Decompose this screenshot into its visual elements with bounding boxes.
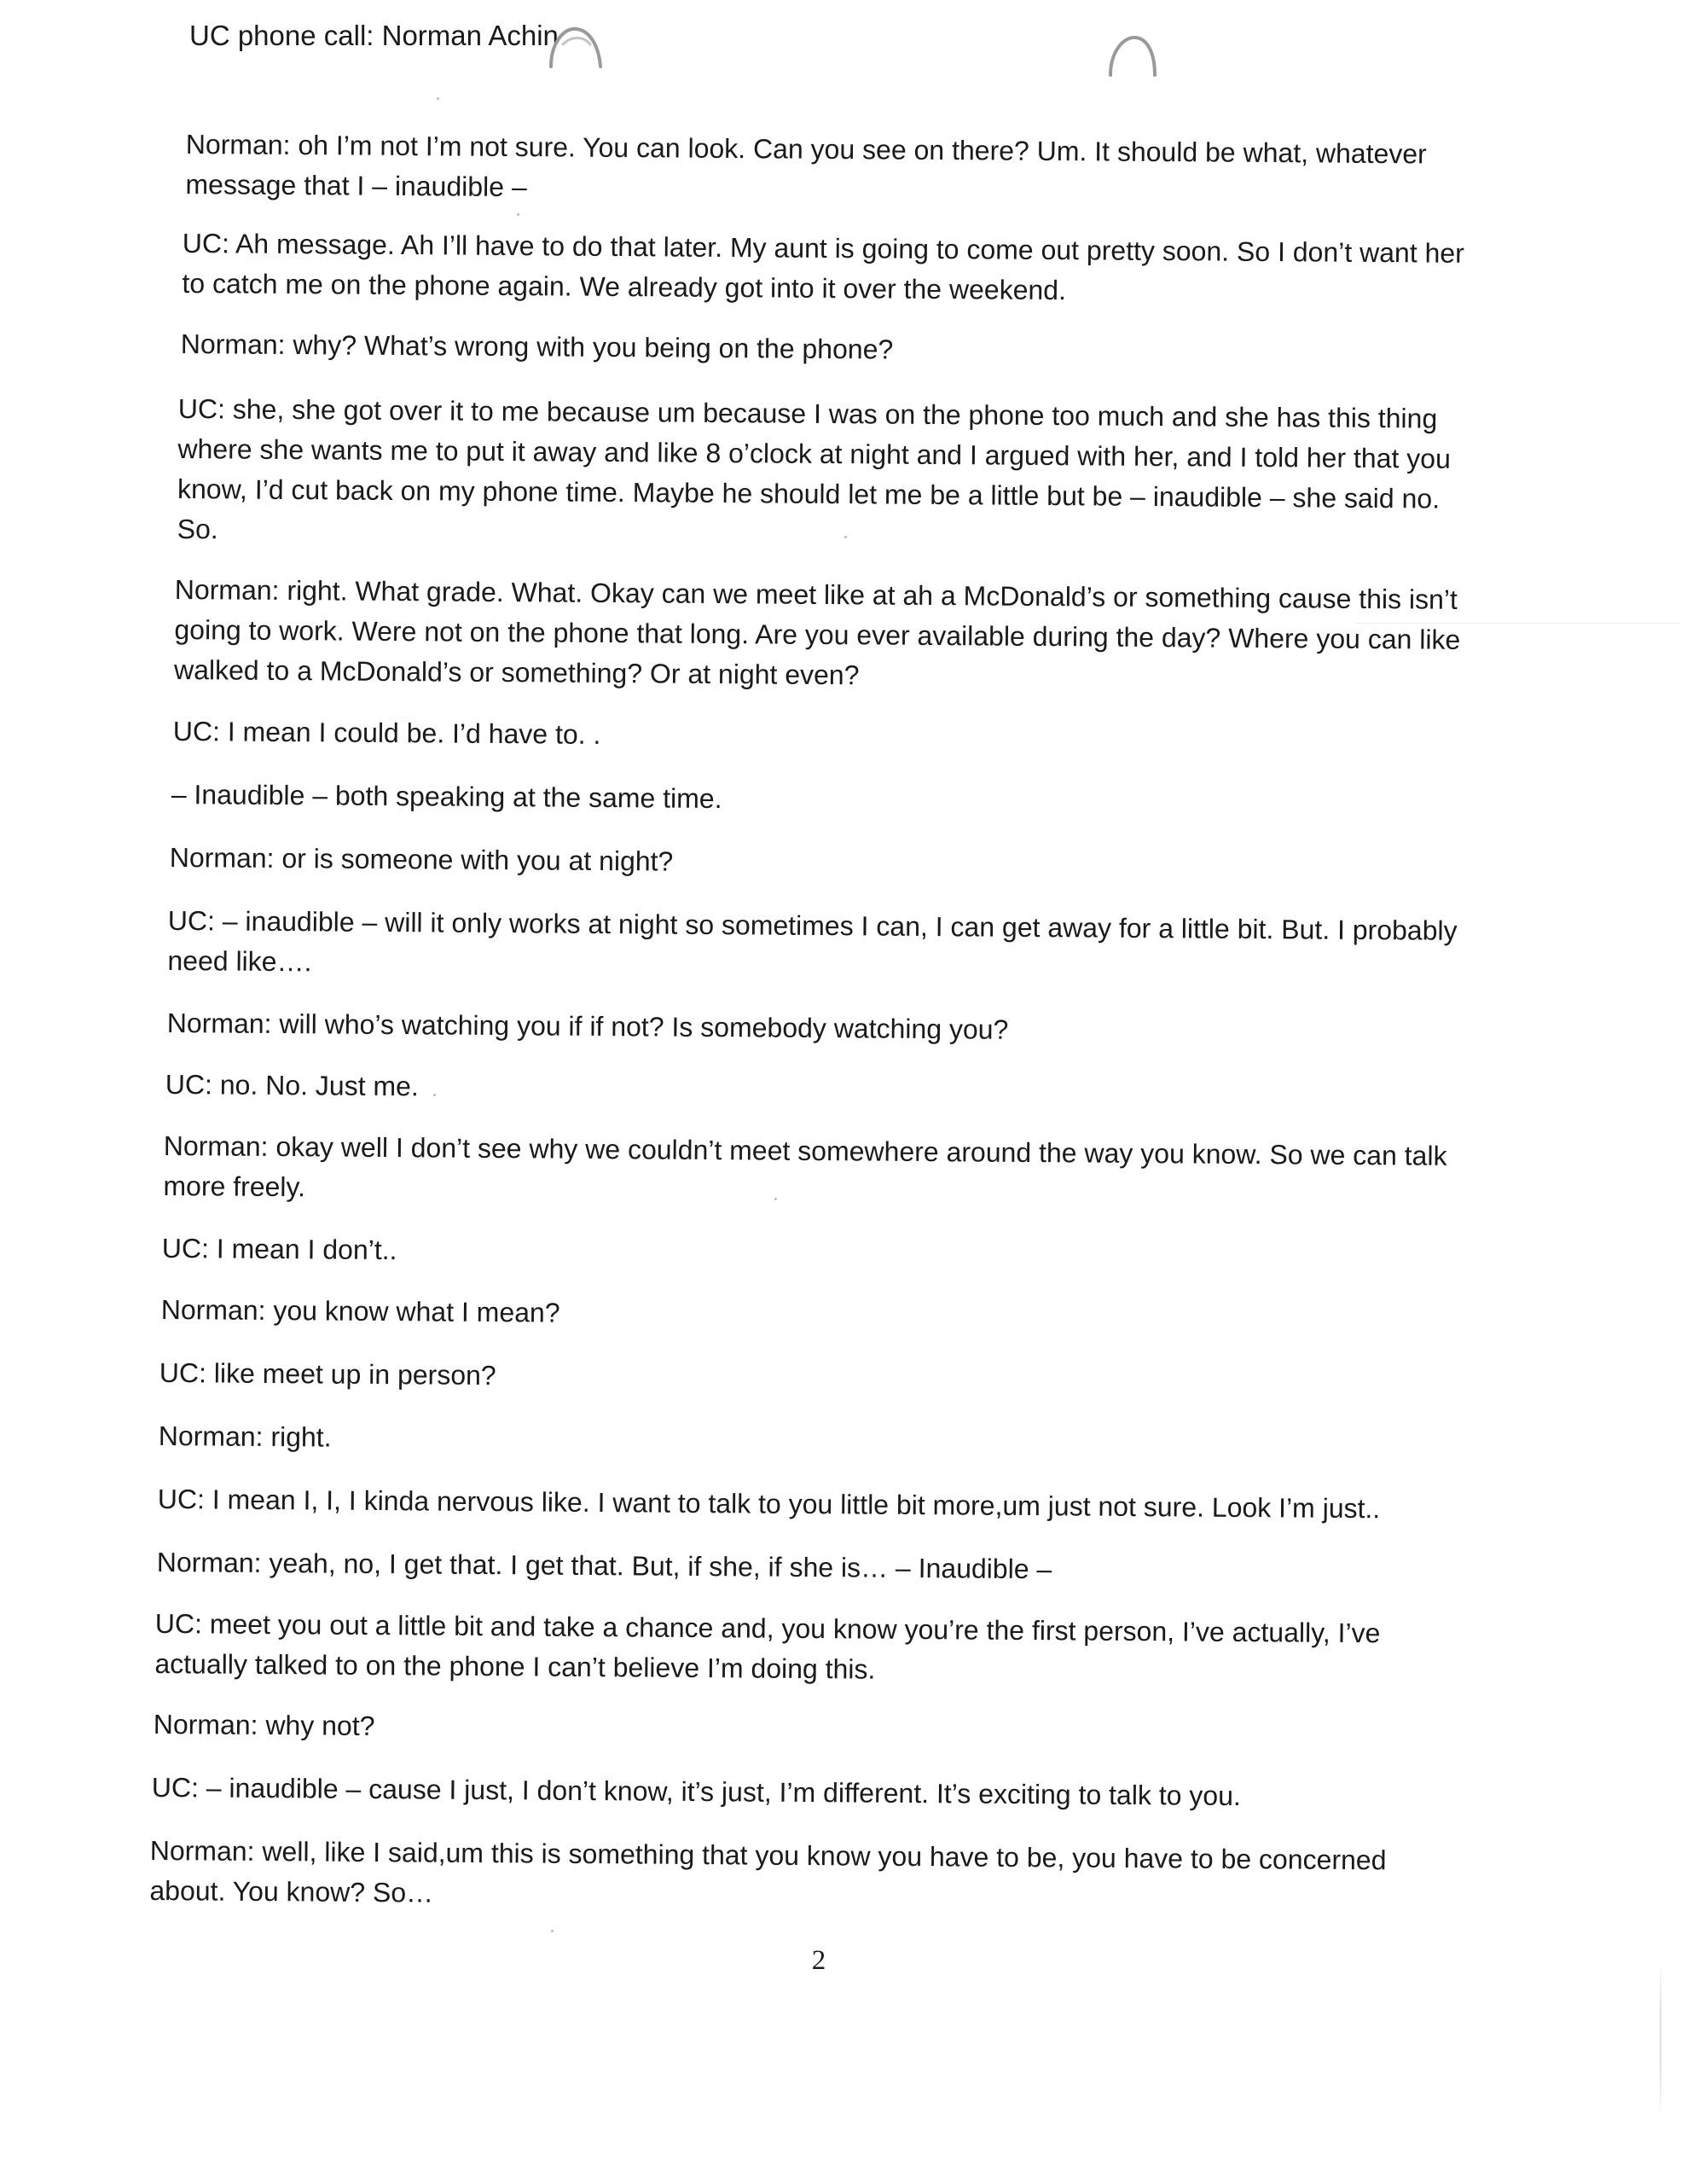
- scan-speck: [517, 213, 519, 216]
- transcript-paragraph: Norman: will who’s watching you if if not? Is somebody watching you?: [166, 1007, 1009, 1045]
- transcript-paragraph: Norman: right.: [158, 1420, 332, 1453]
- transcript-paragraph: UC: I mean I don’t..: [161, 1232, 397, 1266]
- transcript-paragraph: UC: like meet up in person?: [159, 1356, 496, 1391]
- transcript-paragraph: UC: – inaudible – will it only works at night so sometimes I can, I can get away for a little bit. But. I probably need like….: [167, 904, 1458, 978]
- transcript-paragraph: UC: – inaudible – cause I just, I don’t know, it’s just, I’m different. It’s exciting to talk to you.: [151, 1771, 1242, 1812]
- transcript-paragraph: Norman: why not?: [153, 1708, 375, 1742]
- transcript-paragraph: Norman: okay well I don’t see why we couldn’t meet somewhere around the way you know. So we can talk more freely.: [163, 1130, 1447, 1203]
- transcript-paragraph: Norman: well, like I said,um this is something that you know you have to be, you have to be concerned about. You know? So…: [149, 1834, 1387, 1908]
- transcript-paragraph: Norman: why? What’s wrong with you being on the phone?: [180, 328, 894, 365]
- transcript-paragraph: UC: no. No. Just me.: [165, 1068, 419, 1102]
- page-number: 2: [811, 1945, 826, 1976]
- document-title: UC phone call: Norman Achin: [189, 20, 559, 51]
- transcript-paragraph: UC: I mean I could be. I’d have to. .: [172, 715, 601, 750]
- scan-arc-mark-right: [1105, 31, 1160, 78]
- scan-edge-line: [1660, 1962, 1661, 2116]
- transcript-paragraph: Norman: oh I’m not I’m not sure. You can look. Can you see on there? Um. It should be what, whatever message that I – inaudible –: [185, 128, 1427, 203]
- transcript-paragraph: Norman: you know what I mean?: [160, 1293, 560, 1328]
- transcript-paragraph: Norman: right. What grade. What. Okay can we meet like at ah a McDonald’s or something cause this isn’t going to work. Were not on the phone that long. Are you ever available during the day? Where you can like walked to a McDonald’s or something? Or at night even?: [173, 573, 1461, 691]
- transcript-paragraph: Norman: or is someone with you at night?: [169, 841, 674, 877]
- scan-arc-mark-left: [546, 19, 606, 72]
- transcript-paragraph: – Inaudible – both speaking at the same time.: [171, 778, 722, 815]
- transcript-paragraph: UC: Ah message. Ah I’ll have to do that later. My aunt is going to come out pretty soon. So I don’t want her to catch me on the phone again. We already got into it over the weekend.: [182, 227, 1464, 306]
- transcript-paragraph: UC: she, she got over it to me because um because I was on the phone too much and she has this thing where she wants me to put it away and like 8 o’clock at night and I argued with her, and I told her that you know, I’d cut back on my phone time. Maybe he should let me be a little but be – inaudible – she said no. So.: [177, 392, 1451, 545]
- scan-speck: [437, 97, 439, 100]
- transcript-paragraph: Norman: yeah, no, I get that. I get that. But, if she, if she is… – Inaudible –: [156, 1546, 1052, 1585]
- scan-speck: [551, 1930, 554, 1932]
- transcript-paragraph: UC: meet you out a little bit and take a chance and, you know you’re the first person, I’ve actually, I’ve actually talked to on the phone I can’t believe I’m doing this.: [154, 1607, 1381, 1685]
- transcript-paragraph: UC: I mean I, I, I kinda nervous like. I want to talk to you little bit more,um just not sure. Look I’m just..: [157, 1483, 1381, 1525]
